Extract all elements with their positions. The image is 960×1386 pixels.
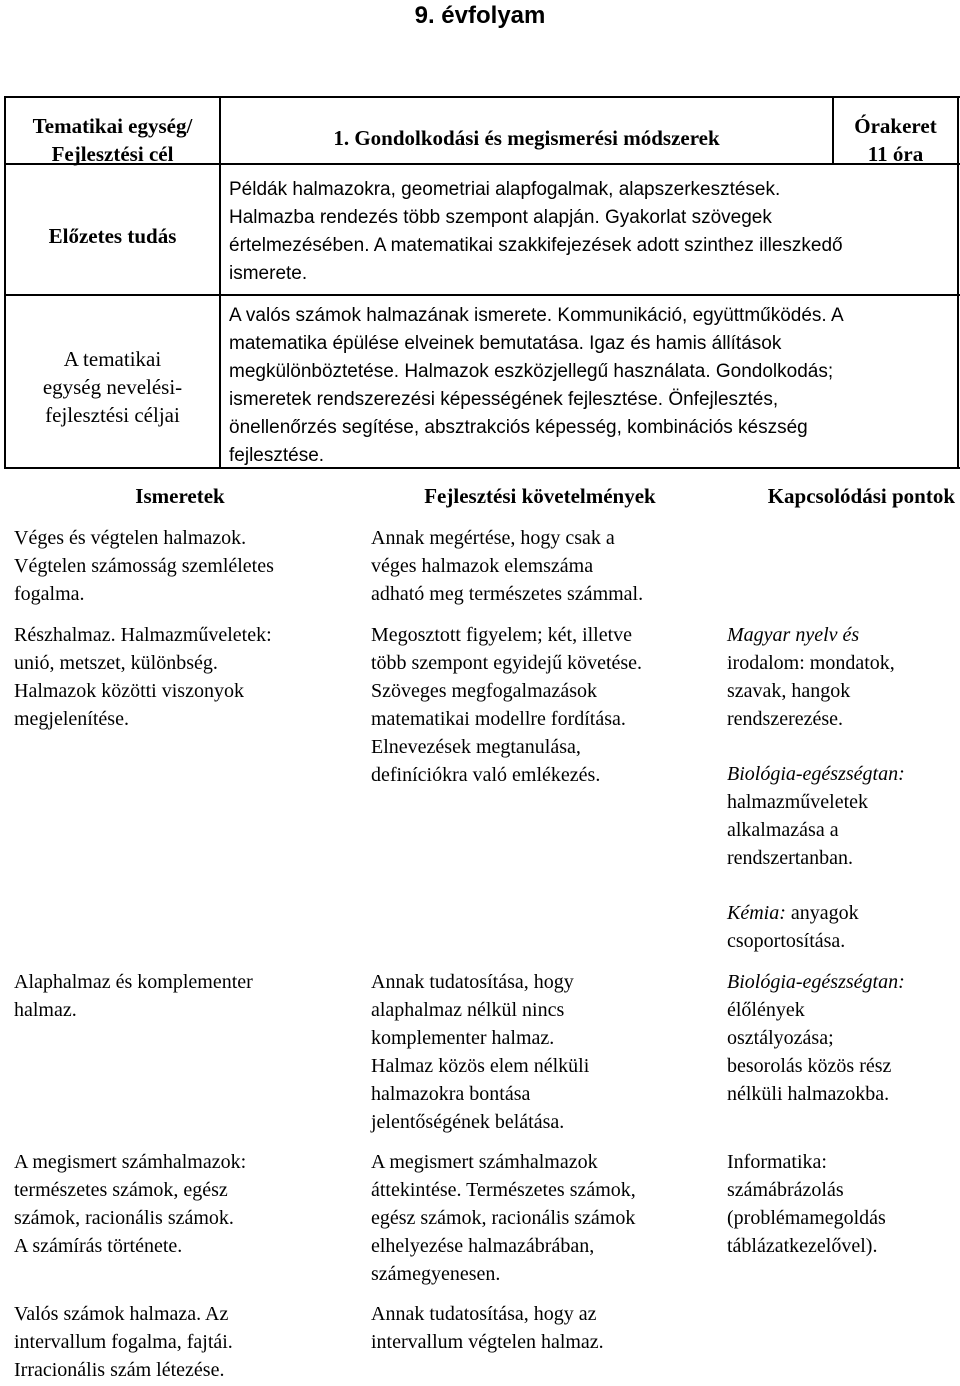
connection-line: rendszertanban. <box>727 847 854 869</box>
connection-line: (problémamegoldás <box>727 1207 886 1229</box>
connection-line: számábrázolás <box>727 1179 844 1201</box>
connection-subject: Biológia-egészségtan: <box>727 763 905 785</box>
goals-line: ismeretek rendszerezési képességének fejlesztése. Önfejlesztés, <box>229 389 779 410</box>
requirements-cell <box>371 1148 721 1288</box>
connection-subject: Kémia: <box>727 902 786 924</box>
connections-cell <box>727 621 957 872</box>
connection-line: rendszerezése. <box>727 708 844 730</box>
connection-line: élőlények <box>727 999 805 1021</box>
requirements-line: Halmaz közös elem nélküli <box>371 1055 590 1077</box>
goals-label <box>6 345 219 429</box>
connections-cell <box>727 899 957 955</box>
requirements-line: matematikai modellre fordítása. <box>371 708 626 730</box>
goals-label-line: A tematikai <box>63 347 162 371</box>
requirements-line: számegyenesen. <box>371 1263 501 1285</box>
requirements-line: áttekintése. Természetes számok, <box>371 1179 636 1201</box>
knowledge-line: Irracionális szám létezése. <box>14 1359 225 1381</box>
knowledge-line: természetes számok, egész <box>14 1179 228 1201</box>
goals-line: megkülönböztetése. Halmazok eszközjellegű használata. Gondolkodás; <box>229 361 834 382</box>
requirements-line: halmazokra bontása <box>371 1083 531 1105</box>
requirements-line: alaphalmaz nélkül nincs <box>371 999 565 1021</box>
connection-subject: Magyar nyelv és <box>727 624 860 646</box>
prior-line: Halmazba rendezés több szempont alapján. Gyakorlat szövegek <box>229 207 772 228</box>
prior-line: ismerete. <box>229 263 308 284</box>
header-topic-title: 1. Gondolkodási és megismerési módszerek <box>333 126 720 150</box>
knowledge-line: számok, racionális számok. <box>14 1207 234 1229</box>
requirements-line: véges halmazok elemszáma <box>371 555 594 577</box>
requirements-cell <box>371 621 721 789</box>
knowledge-line: Részhalmaz. Halmazműveletek: <box>14 624 272 646</box>
prior-line: Példák halmazokra, geometriai alapfogalmak, alapszerkesztések. <box>229 179 781 200</box>
connections-cell <box>727 1148 957 1260</box>
knowledge-line: megjelenítése. <box>14 708 129 730</box>
requirements-line: Annak tudatosítása, hogy <box>371 971 574 993</box>
header-hours-value: 11 óra <box>867 142 924 166</box>
connection-subject: Informatika: <box>727 1151 827 1173</box>
goals-line: matematika épülése elveinek bemutatása. Igaz és hamis állítások <box>229 333 782 354</box>
goals-line: fejlesztése. <box>229 445 325 466</box>
requirements-line: jelentőségének belátása. <box>371 1111 565 1133</box>
header-hours-label: Órakeret <box>854 114 937 138</box>
requirements-cell <box>371 968 721 1136</box>
knowledge-cell <box>14 621 359 733</box>
requirements-cell <box>371 1300 721 1356</box>
connection-line <box>727 968 957 996</box>
goals-label-line: fejlesztési céljai <box>45 403 180 427</box>
connection-line: csoportosítása. <box>727 930 846 952</box>
header-hours <box>834 112 957 168</box>
connection-line <box>727 621 957 649</box>
requirements-line: intervallum végtelen halmaz. <box>371 1331 604 1353</box>
requirements-line: Annak tudatosítása, hogy az <box>371 1303 597 1325</box>
knowledge-line: Valós számok halmaza. Az <box>14 1303 229 1325</box>
knowledge-cell <box>14 1300 359 1384</box>
table-border-right <box>957 96 959 468</box>
connection-line: halmazműveletek <box>727 791 869 813</box>
connection-line: táblázatkezelővel). <box>727 1235 878 1257</box>
requirements-line: több szempont egyidejű követése. <box>371 652 643 674</box>
goals-line: A valós számok halmazának ismerete. Kommunikáció, együttműködés. A <box>229 305 844 326</box>
requirements-line: elhelyezése halmazábrában, <box>371 1235 595 1257</box>
connection-line <box>727 899 957 927</box>
knowledge-line: Halmazok közötti viszonyok <box>14 680 244 702</box>
knowledge-line: intervallum fogalma, fajtái. <box>14 1331 233 1353</box>
connection-text: anyagok <box>785 902 859 924</box>
table-divider-row2 <box>4 294 960 296</box>
header-left-line1: Tematikai egység/ <box>32 114 193 138</box>
page-title: 9. évfolyam <box>414 2 546 29</box>
connection-line: besorolás közös rész <box>727 1055 892 1077</box>
goals-line: önellenőrzés segítése, absztrakciós képesség, kombinációs készség <box>229 417 808 438</box>
requirements-line: egész számok, racionális számok <box>371 1207 636 1229</box>
goals-text <box>229 302 951 470</box>
knowledge-line: halmaz. <box>14 999 77 1021</box>
knowledge-line: Végtelen számosság szemléletes <box>14 555 274 577</box>
connection-line: irodalom: mondatok, <box>727 652 895 674</box>
connection-line <box>727 760 957 788</box>
knowledge-cell <box>14 1148 359 1260</box>
column-header-connections: Kapcsolódási pontok <box>767 484 955 508</box>
table-border-top <box>4 96 960 98</box>
requirements-line: A megismert számhalmazok <box>371 1151 598 1173</box>
knowledge-line: A megismert számhalmazok: <box>14 1151 247 1173</box>
prior-knowledge-label: Előzetes tudás <box>48 224 177 248</box>
connections-cell <box>727 968 957 1108</box>
requirements-line: Szöveges megfogalmazások <box>371 680 598 702</box>
knowledge-line: unió, metszet, különbség. <box>14 652 218 674</box>
connection-line: alkalmazása a <box>727 819 839 841</box>
requirements-line: Annak megértése, hogy csak a <box>371 527 615 549</box>
knowledge-cell <box>14 524 359 608</box>
connection-line: osztályozása; <box>727 1027 834 1049</box>
knowledge-line: fogalma. <box>14 583 85 605</box>
column-header-knowledge: Ismeretek <box>135 484 225 508</box>
connection-line <box>727 1148 957 1176</box>
requirements-line: definíciókra való emlékezés. <box>371 764 601 786</box>
knowledge-cell <box>14 968 359 1024</box>
knowledge-line: Véges és végtelen halmazok. <box>14 527 247 549</box>
requirements-line: komplementer halmaz. <box>371 1027 555 1049</box>
connection-line: szavak, hangok <box>727 680 851 702</box>
knowledge-line: Alaphalmaz és komplementer <box>14 971 253 993</box>
requirements-cell <box>371 524 721 608</box>
connection-subject: Biológia-egészségtan: <box>727 971 905 993</box>
requirements-line: adható meg természetes számmal. <box>371 583 644 605</box>
connection-line: nélküli halmazokba. <box>727 1083 890 1105</box>
knowledge-line: A számírás története. <box>14 1235 183 1257</box>
header-left-label <box>6 112 219 168</box>
requirements-line: Elnevezések megtanulása, <box>371 736 581 758</box>
header-left-line2: Fejlesztési cél <box>51 142 174 166</box>
prior-line: értelmezésében. A matematikai szakkifejezések adott szinthez illeszkedő <box>229 235 843 256</box>
prior-knowledge-text <box>229 176 951 288</box>
requirements-line: Megosztott figyelem; két, illetve <box>371 624 633 646</box>
goals-label-line: egység nevelési- <box>42 375 183 399</box>
column-header-requirements: Fejlesztési követelmények <box>424 484 656 508</box>
